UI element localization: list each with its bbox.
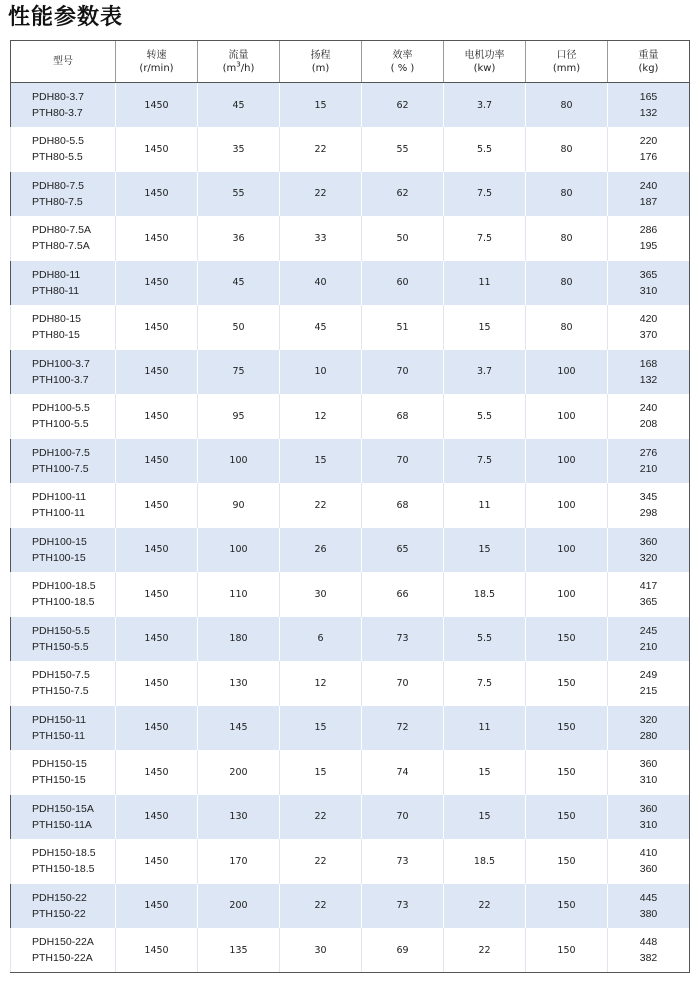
- weight-cell: [608, 572, 690, 617]
- weight-cell: [608, 439, 690, 484]
- table-row: [11, 528, 690, 573]
- table-row: [11, 394, 690, 439]
- model-name: PTH80-7.5A: [32, 240, 90, 253]
- speed-cell: 1450: [116, 216, 198, 261]
- head-cell: 40: [280, 261, 362, 306]
- model-cell: [11, 528, 116, 573]
- model-name: PDH80-7.5A: [32, 224, 91, 237]
- speed-cell: 1450: [116, 928, 198, 973]
- model-name: PTH80-5.5: [32, 151, 83, 164]
- header-unit: (kw): [473, 62, 496, 74]
- weight-cell: [608, 172, 690, 217]
- model-name: PTH80-7.5: [32, 195, 83, 208]
- table-row: [11, 483, 690, 528]
- efficiency-cell: 55: [362, 127, 444, 172]
- head-cell: 12: [280, 394, 362, 439]
- model-name: PTH150-15: [32, 774, 86, 787]
- header-motor-power: [444, 41, 526, 83]
- model-name: PDH100-7.5: [32, 446, 90, 459]
- table-row: [11, 216, 690, 261]
- caliber-cell: 100: [526, 483, 608, 528]
- table-header-row: [11, 41, 690, 83]
- head-cell: 22: [280, 839, 362, 884]
- header-label: 流量: [228, 49, 249, 61]
- flow-cell: 145: [198, 706, 280, 751]
- model-cell: [11, 661, 116, 706]
- head-cell: 45: [280, 305, 362, 350]
- weight-value: 310: [639, 284, 658, 297]
- head-cell: 10: [280, 350, 362, 395]
- speed-cell: 1450: [116, 483, 198, 528]
- header-label: 扬程: [310, 49, 331, 61]
- flow-cell: 100: [198, 528, 280, 573]
- table-row: [11, 572, 690, 617]
- header-label: 转速: [146, 49, 167, 61]
- head-cell: 22: [280, 172, 362, 217]
- weight-value: 298: [639, 507, 658, 520]
- weight-value: 310: [639, 774, 658, 787]
- model-name: PTH80-15: [32, 329, 80, 342]
- weight-value: 210: [639, 462, 658, 475]
- weight-cell: [608, 261, 690, 306]
- header-unit: (mm): [552, 62, 581, 74]
- motor-power-cell: 5.5: [444, 127, 526, 172]
- motor-power-cell: 7.5: [444, 216, 526, 261]
- table-row: [11, 439, 690, 484]
- model-name: PTH100-7.5: [32, 462, 89, 475]
- caliber-cell: 80: [526, 216, 608, 261]
- head-cell: 30: [280, 928, 362, 973]
- model-cell: [11, 928, 116, 973]
- motor-power-cell: 11: [444, 706, 526, 751]
- model-name: PDH80-11: [32, 268, 81, 281]
- weight-value: 417: [639, 580, 658, 593]
- head-cell: 22: [280, 127, 362, 172]
- model-cell: [11, 350, 116, 395]
- flow-cell: 130: [198, 795, 280, 840]
- speed-cell: 1450: [116, 439, 198, 484]
- header-label: 电机功率: [464, 49, 505, 61]
- weight-value: 320: [639, 551, 658, 564]
- motor-power-cell: 5.5: [444, 394, 526, 439]
- efficiency-cell: 62: [362, 172, 444, 217]
- caliber-cell: 100: [526, 350, 608, 395]
- model-cell: [11, 839, 116, 884]
- model-cell: [11, 617, 116, 662]
- header-unit: (kg): [638, 62, 659, 74]
- weight-cell: [608, 528, 690, 573]
- model-name: PDH150-22A: [32, 936, 94, 948]
- weight-value: 365: [639, 268, 658, 281]
- weight-cell: [608, 83, 690, 128]
- head-cell: 33: [280, 216, 362, 261]
- weight-value: 365: [639, 596, 658, 609]
- speed-cell: 1450: [116, 528, 198, 573]
- header-unit: (r/min): [139, 62, 174, 74]
- speed-cell: 1450: [116, 172, 198, 217]
- flow-cell: 35: [198, 127, 280, 172]
- speed-cell: 1450: [116, 572, 198, 617]
- weight-value: 132: [639, 107, 658, 119]
- weight-cell: [608, 706, 690, 751]
- model-cell: [11, 305, 116, 350]
- model-name: PDH80-5.5: [32, 135, 84, 148]
- model-name: PTH150-22A: [32, 952, 93, 964]
- caliber-cell: 150: [526, 706, 608, 751]
- speed-cell: 1450: [116, 394, 198, 439]
- table-body: [11, 83, 690, 973]
- weight-cell: [608, 394, 690, 439]
- motor-power-cell: 3.7: [444, 83, 526, 128]
- speed-cell: 1450: [116, 661, 198, 706]
- weight-value: 360: [639, 802, 658, 815]
- weight-value: 360: [639, 758, 658, 771]
- efficiency-cell: 65: [362, 528, 444, 573]
- flow-cell: 180: [198, 617, 280, 662]
- caliber-cell: 150: [526, 839, 608, 884]
- motor-power-cell: 18.5: [444, 572, 526, 617]
- motor-power-cell: 15: [444, 795, 526, 840]
- table-row: [11, 706, 690, 751]
- motor-power-cell: 3.7: [444, 350, 526, 395]
- weight-cell: [608, 216, 690, 261]
- weight-cell: [608, 839, 690, 884]
- caliber-cell: 150: [526, 928, 608, 973]
- model-cell: [11, 127, 116, 172]
- model-name: PDH150-7.5: [32, 669, 90, 682]
- table-row: [11, 661, 690, 706]
- efficiency-cell: 60: [362, 261, 444, 306]
- model-name: PTH100-3.7: [32, 373, 89, 386]
- header-model: [11, 41, 116, 83]
- weight-value: 195: [639, 240, 658, 253]
- efficiency-cell: 73: [362, 839, 444, 884]
- speed-cell: 1450: [116, 750, 198, 795]
- caliber-cell: 80: [526, 83, 608, 128]
- efficiency-cell: 70: [362, 661, 444, 706]
- speed-cell: 1450: [116, 305, 198, 350]
- model-cell: [11, 706, 116, 751]
- head-cell: 22: [280, 483, 362, 528]
- weight-value: 276: [639, 446, 658, 459]
- efficiency-cell: 68: [362, 483, 444, 528]
- weight-value: 210: [639, 640, 658, 653]
- flow-cell: 90: [198, 483, 280, 528]
- flow-cell: 170: [198, 839, 280, 884]
- table-row: [11, 83, 690, 128]
- model-name: PTH80-11: [32, 284, 80, 297]
- model-cell: [11, 394, 116, 439]
- model-cell: [11, 483, 116, 528]
- weight-cell: [608, 795, 690, 840]
- header-efficiency: [362, 41, 444, 83]
- model-cell: [11, 261, 116, 306]
- table-row: [11, 127, 690, 172]
- flow-cell: 45: [198, 261, 280, 306]
- motor-power-cell: 7.5: [444, 439, 526, 484]
- model-cell: [11, 216, 116, 261]
- model-name: PDH100-11: [32, 491, 87, 504]
- flow-cell: 55: [198, 172, 280, 217]
- motor-power-cell: 11: [444, 483, 526, 528]
- efficiency-cell: 69: [362, 928, 444, 973]
- weight-value: 380: [639, 907, 658, 920]
- model-name: PDH150-15: [32, 758, 87, 771]
- header-label: 重量: [638, 49, 659, 61]
- motor-power-cell: 15: [444, 305, 526, 350]
- flow-cell: 95: [198, 394, 280, 439]
- model-cell: [11, 172, 116, 217]
- weight-cell: [608, 483, 690, 528]
- model-name: PTH100-5.5: [32, 418, 89, 431]
- weight-value: 286: [639, 224, 658, 237]
- weight-value: 360: [639, 863, 658, 876]
- motor-power-cell: 22: [444, 928, 526, 973]
- model-name: PTH100-15: [32, 551, 86, 564]
- header-flow: [198, 41, 280, 83]
- motor-power-cell: 18.5: [444, 839, 526, 884]
- efficiency-cell: 70: [362, 350, 444, 395]
- efficiency-cell: 73: [362, 884, 444, 929]
- header-caliber: [526, 41, 608, 83]
- caliber-cell: 80: [526, 127, 608, 172]
- weight-value: 240: [639, 179, 658, 192]
- head-cell: 12: [280, 661, 362, 706]
- motor-power-cell: 22: [444, 884, 526, 929]
- table-row: [11, 795, 690, 840]
- caliber-cell: 150: [526, 795, 608, 840]
- speed-cell: 1450: [116, 261, 198, 306]
- caliber-cell: 150: [526, 750, 608, 795]
- model-name: PTH150-18.5: [32, 863, 95, 876]
- head-cell: 15: [280, 439, 362, 484]
- model-name: PDH150-18.5: [32, 847, 96, 860]
- table-row: [11, 350, 690, 395]
- motor-power-cell: 15: [444, 750, 526, 795]
- model-name: PTH80-3.7: [32, 107, 83, 119]
- table-row: [11, 884, 690, 929]
- efficiency-cell: 72: [362, 706, 444, 751]
- model-name: PTH150-7.5: [32, 685, 89, 698]
- model-name: PTH100-18.5: [32, 596, 95, 609]
- efficiency-cell: 70: [362, 439, 444, 484]
- weight-value: 187: [639, 195, 658, 208]
- model-name: PTH150-22: [32, 907, 86, 920]
- model-name: PDH100-5.5: [32, 402, 90, 415]
- model-name: PDH80-3.7: [32, 91, 84, 103]
- head-cell: 6: [280, 617, 362, 662]
- speed-cell: 1450: [116, 839, 198, 884]
- efficiency-cell: 66: [362, 572, 444, 617]
- weight-value: 249: [639, 669, 658, 682]
- model-name: PDH150-5.5: [32, 624, 90, 637]
- efficiency-cell: 50: [362, 216, 444, 261]
- weight-cell: [608, 750, 690, 795]
- model-name: PDH150-11: [32, 713, 87, 726]
- flow-cell: 200: [198, 750, 280, 795]
- caliber-cell: 80: [526, 261, 608, 306]
- efficiency-cell: 74: [362, 750, 444, 795]
- weight-value: 215: [639, 685, 658, 698]
- model-name: PDH80-7.5: [32, 179, 84, 192]
- header-label: 型号: [53, 56, 73, 67]
- weight-cell: [608, 617, 690, 662]
- weight-value: 280: [639, 729, 658, 742]
- model-cell: [11, 572, 116, 617]
- head-cell: 22: [280, 884, 362, 929]
- weight-value: 168: [639, 357, 658, 370]
- head-cell: 30: [280, 572, 362, 617]
- speed-cell: 1450: [116, 706, 198, 751]
- weight-value: 240: [639, 402, 658, 415]
- weight-value: 245: [639, 624, 658, 637]
- efficiency-cell: 62: [362, 83, 444, 128]
- speed-cell: 1450: [116, 350, 198, 395]
- weight-value: 420: [639, 313, 658, 326]
- weight-cell: [608, 928, 690, 973]
- weight-value: 382: [639, 952, 658, 964]
- caliber-cell: 80: [526, 172, 608, 217]
- model-name: PTH150-5.5: [32, 640, 89, 653]
- header-head: [280, 41, 362, 83]
- performance-table: [10, 40, 690, 973]
- head-cell: 15: [280, 83, 362, 128]
- model-name: PTH150-11: [32, 729, 85, 742]
- efficiency-cell: 68: [362, 394, 444, 439]
- caliber-cell: 80: [526, 305, 608, 350]
- motor-power-cell: 11: [444, 261, 526, 306]
- model-name: PDH100-3.7: [32, 357, 90, 370]
- caliber-cell: 150: [526, 617, 608, 662]
- table-row: [11, 839, 690, 884]
- motor-power-cell: 15: [444, 528, 526, 573]
- flow-cell: 36: [198, 216, 280, 261]
- weight-cell: [608, 661, 690, 706]
- flow-cell: 110: [198, 572, 280, 617]
- weight-value: 410: [639, 847, 658, 860]
- weight-value: 320: [639, 713, 658, 726]
- header-label: 口径: [556, 49, 577, 61]
- header-weight: [608, 41, 690, 83]
- weight-value: 132: [639, 373, 658, 386]
- weight-cell: [608, 127, 690, 172]
- table-row: [11, 305, 690, 350]
- model-cell: [11, 795, 116, 840]
- table-row: [11, 750, 690, 795]
- header-unit: ( % ): [390, 62, 415, 74]
- table-row: [11, 261, 690, 306]
- flow-cell: 130: [198, 661, 280, 706]
- model-name: PTH150-11A: [32, 818, 92, 831]
- efficiency-cell: 51: [362, 305, 444, 350]
- weight-cell: [608, 884, 690, 929]
- model-name: PDH150-15A: [32, 802, 94, 815]
- header-unit: $(m^3/h)$: [222, 60, 255, 74]
- weight-cell: [608, 350, 690, 395]
- head-cell: 26: [280, 528, 362, 573]
- header-speed: [116, 41, 198, 83]
- flow-cell: 50: [198, 305, 280, 350]
- model-cell: [11, 83, 116, 128]
- caliber-cell: 100: [526, 528, 608, 573]
- weight-value: 220: [639, 135, 658, 148]
- page-title: 性能参数表: [8, 5, 124, 30]
- model-name: PDH100-15: [32, 535, 87, 548]
- caliber-cell: 100: [526, 572, 608, 617]
- weight-value: 310: [639, 818, 658, 831]
- weight-value: 345: [639, 491, 658, 504]
- header-unit: (m): [311, 62, 330, 74]
- weight-value: 448: [639, 936, 658, 948]
- flow-cell: 135: [198, 928, 280, 973]
- weight-value: 165: [639, 91, 658, 103]
- flow-cell: 100: [198, 439, 280, 484]
- efficiency-cell: 73: [362, 617, 444, 662]
- speed-cell: 1450: [116, 617, 198, 662]
- table-row: [11, 617, 690, 662]
- model-name: PDH100-18.5: [32, 580, 96, 593]
- motor-power-cell: 7.5: [444, 661, 526, 706]
- model-name: PDH80-15: [32, 313, 82, 326]
- model-cell: [11, 750, 116, 795]
- speed-cell: 1450: [116, 795, 198, 840]
- header-label: 效率: [392, 49, 413, 61]
- weight-value: 176: [639, 151, 658, 164]
- head-cell: 15: [280, 750, 362, 795]
- weight-value: 445: [639, 891, 658, 904]
- caliber-cell: 150: [526, 884, 608, 929]
- caliber-cell: 150: [526, 661, 608, 706]
- flow-cell: 45: [198, 83, 280, 128]
- weight-cell: [608, 305, 690, 350]
- caliber-cell: 100: [526, 439, 608, 484]
- model-name: PTH100-11: [32, 507, 85, 520]
- speed-cell: 1450: [116, 83, 198, 128]
- flow-cell: 75: [198, 350, 280, 395]
- caliber-cell: 100: [526, 394, 608, 439]
- model-cell: [11, 439, 116, 484]
- head-cell: 22: [280, 795, 362, 840]
- flow-cell: 200: [198, 884, 280, 929]
- speed-cell: 1450: [116, 884, 198, 929]
- model-name: PDH150-22: [32, 891, 87, 904]
- motor-power-cell: 7.5: [444, 172, 526, 217]
- head-cell: 15: [280, 706, 362, 751]
- motor-power-cell: 5.5: [444, 617, 526, 662]
- model-cell: [11, 884, 116, 929]
- efficiency-cell: 70: [362, 795, 444, 840]
- table-row: [11, 172, 690, 217]
- weight-value: 370: [639, 329, 658, 342]
- weight-value: 208: [639, 418, 658, 431]
- speed-cell: 1450: [116, 127, 198, 172]
- weight-value: 360: [639, 535, 658, 548]
- table-row: [11, 928, 690, 973]
